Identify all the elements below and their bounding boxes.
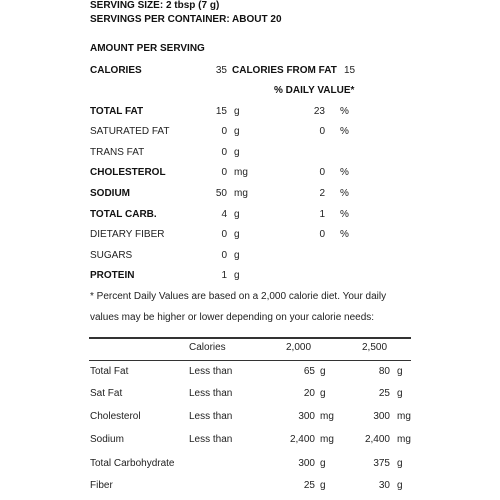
ref-row-2500-unit: g xyxy=(397,388,403,399)
nutrient-label: TRANS FAT xyxy=(90,147,145,158)
ref-row-2500-value: 80 xyxy=(378,366,390,377)
serving-size: SERVING SIZE: 2 tbsp (7 g) xyxy=(90,0,220,11)
nutrient-daily-value: 0 xyxy=(319,126,325,137)
ref-row-2000-value: 20 xyxy=(303,388,315,399)
nutrient-unit: g xyxy=(234,229,240,240)
ref-row-2000-unit: g xyxy=(320,388,326,399)
nutrient-amount: 0 xyxy=(221,167,227,178)
ref-row-2500-value: 300 xyxy=(373,411,390,422)
nutrient-amount: 1 xyxy=(221,270,227,281)
nutrient-daily-value: 23 xyxy=(313,106,325,117)
amount-per-serving: AMOUNT PER SERVING xyxy=(90,43,205,54)
daily-value-header: % DAILY VALUE* xyxy=(274,85,355,96)
ref-row-2500-value: 2,400 xyxy=(364,434,390,445)
nutrient-label: CHOLESTEROL xyxy=(90,167,166,178)
ref-row-2000-unit: g xyxy=(320,366,326,377)
nutrient-unit: g xyxy=(234,147,240,158)
ref-row-2500-value: 30 xyxy=(378,480,390,491)
nutrient-daily-value: 1 xyxy=(319,209,325,220)
ref-row-label: Total Carbohydrate xyxy=(90,458,175,469)
nutrient-amount: 0 xyxy=(221,250,227,261)
ref-row-2500-unit: g xyxy=(397,480,403,491)
ref-row-2000-value: 65 xyxy=(303,366,315,377)
table-header-rule xyxy=(89,360,411,361)
nutrient-amount: 50 xyxy=(215,188,227,199)
nutrient-label: PROTEIN xyxy=(90,270,135,281)
ref-header-calories: Calories xyxy=(189,342,226,353)
nutrient-amount: 0 xyxy=(221,126,227,137)
ref-row-label: Sodium xyxy=(90,434,124,445)
nutrient-amount: 15 xyxy=(215,106,227,117)
nutrient-percent-sign: % xyxy=(340,229,349,240)
footnote-line-1: * Percent Daily Values are based on a 2,000 calorie diet. Your daily xyxy=(90,291,387,302)
nutrient-daily-value: 2 xyxy=(319,188,325,199)
ref-row-label: Total Fat xyxy=(90,366,129,377)
nutrient-percent-sign: % xyxy=(340,167,349,178)
nutrient-percent-sign: % xyxy=(340,106,349,117)
table-top-rule xyxy=(89,337,411,339)
servings-per-container: SERVINGS PER CONTAINER: ABOUT 20 xyxy=(90,14,282,25)
ref-header-2500: 2,500 xyxy=(362,342,388,353)
nutrient-label: SATURATED FAT xyxy=(90,126,170,137)
ref-row-2000-unit: mg xyxy=(320,434,334,445)
nutrient-unit: g xyxy=(234,126,240,137)
ref-row-2000-value: 300 xyxy=(298,411,315,422)
nutrient-daily-value: 0 xyxy=(319,229,325,240)
nutrient-percent-sign: % xyxy=(340,126,349,137)
ref-row-2000-value: 2,400 xyxy=(289,434,315,445)
ref-row-2500-value: 25 xyxy=(378,388,390,399)
nutrient-unit: mg xyxy=(234,167,248,178)
ref-row-2500-unit: mg xyxy=(397,411,411,422)
nutrient-label: DIETARY FIBER xyxy=(90,229,165,240)
nutrient-label: TOTAL CARB. xyxy=(90,209,157,220)
ref-row-2000-value: 300 xyxy=(298,458,315,469)
nutrient-unit: g xyxy=(234,270,240,281)
calories-label: CALORIES xyxy=(90,65,142,76)
nutrient-label: SODIUM xyxy=(90,188,130,199)
ref-row-label: Cholesterol xyxy=(90,411,141,422)
ref-row-2000-unit: g xyxy=(320,458,326,469)
nutrient-unit: mg xyxy=(234,188,248,199)
calories-from-fat-label: CALORIES FROM FAT xyxy=(232,65,337,76)
ref-row-qualifier: Less than xyxy=(189,388,233,399)
nutrient-amount: 4 xyxy=(221,209,227,220)
nutrient-label: TOTAL FAT xyxy=(90,106,144,117)
ref-row-2500-unit: g xyxy=(397,366,403,377)
nutrient-amount: 0 xyxy=(221,229,227,240)
ref-row-2500-unit: mg xyxy=(397,434,411,445)
ref-row-qualifier: Less than xyxy=(189,366,233,377)
footnote-line-2: values may be higher or lower depending on your calorie needs: xyxy=(90,312,375,323)
nutrient-percent-sign: % xyxy=(340,209,349,220)
ref-row-2000-unit: g xyxy=(320,480,326,491)
ref-row-label: Sat Fat xyxy=(90,388,123,399)
nutrient-unit: g xyxy=(234,209,240,220)
nutrient-unit: g xyxy=(234,106,240,117)
ref-header-2000: 2,000 xyxy=(286,342,312,353)
nutrient-daily-value: 0 xyxy=(319,167,325,178)
nutrient-unit: g xyxy=(234,250,240,261)
nutrient-label: SUGARS xyxy=(90,250,133,261)
ref-row-2500-unit: g xyxy=(397,458,403,469)
nutrient-amount: 0 xyxy=(221,147,227,158)
calories-from-fat-value: 15 xyxy=(344,65,356,76)
ref-row-2000-unit: mg xyxy=(320,411,334,422)
ref-row-2000-value: 25 xyxy=(303,480,315,491)
nutrient-percent-sign: % xyxy=(340,188,349,199)
ref-row-label: Fiber xyxy=(90,480,113,491)
ref-row-2500-value: 375 xyxy=(373,458,390,469)
ref-row-qualifier: Less than xyxy=(189,434,233,445)
ref-row-qualifier: Less than xyxy=(189,411,233,422)
calories-value: 35 xyxy=(215,65,227,76)
